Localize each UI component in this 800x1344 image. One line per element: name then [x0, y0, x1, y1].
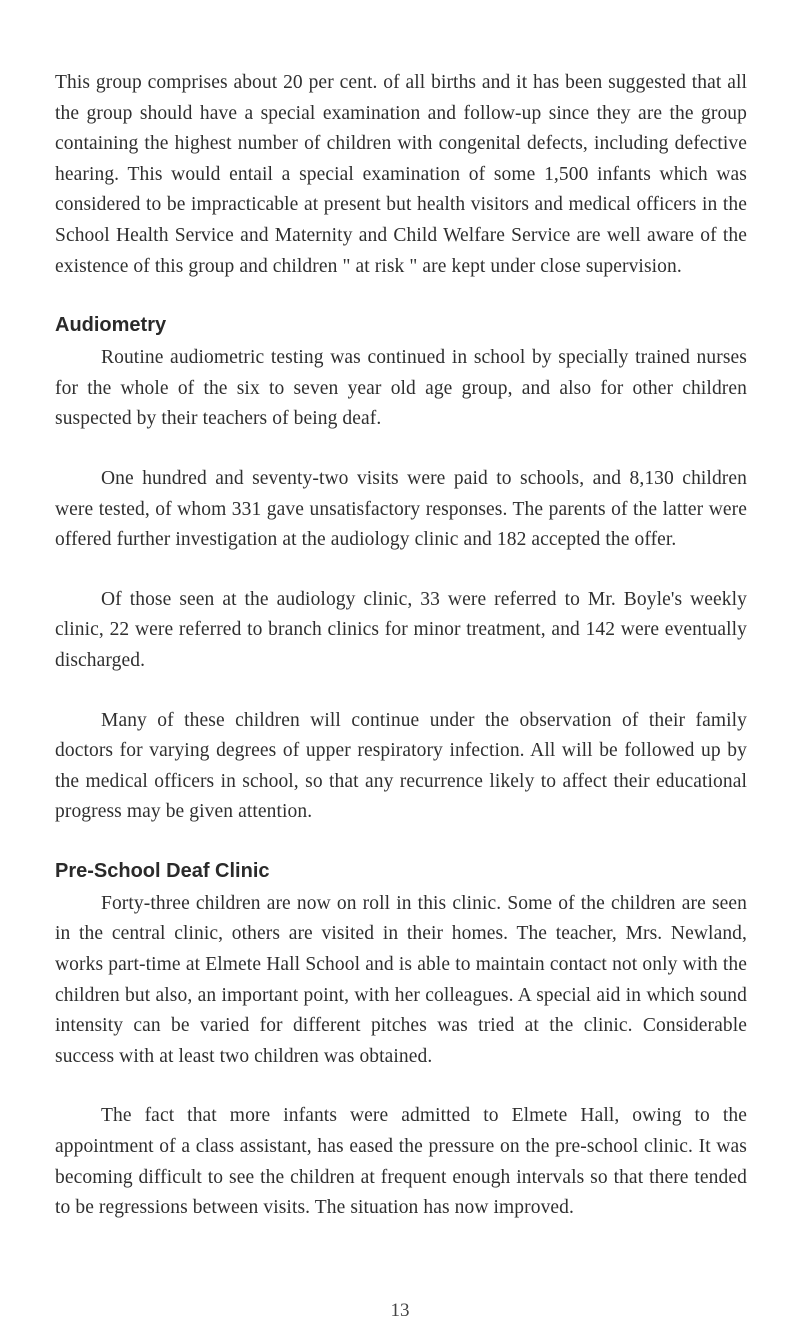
pre-school-paragraph-2: The fact that more infants were admitted to Elmete Hall, owing to the appointment of a class assistant, has eased the pressure on the pre-school clinic. It was becoming difficult to see the children at frequent enough intervals so that there tended to be regressions between visits. The situation has now improved.	[55, 1105, 747, 1219]
page-number: 13	[390, 1300, 410, 1321]
section-heading-pre-school-deaf-clinic: Pre-School Deaf Clinic	[55, 859, 270, 882]
section-heading-audiometry: Audiometry	[55, 314, 167, 337]
document-page	[55, 68, 747, 1224]
audiometry-paragraph-3: Of those seen at the audiology clinic, 33 were referred to Mr. Boyle's weekly clinic, 22 were referred to branch clinics for minor treatment, and 142 were eventually discharged.	[55, 588, 747, 671]
intro-paragraph: This group comprises about 20 per cent. of all births and it has been suggested that all the group should have a special examination and follow-up since they are the group containing the highest number of children with congenital defects, including defective hearing. This would entail a special examination of some 1,500 infants which was considered to be impracticable at present but health visitors and medical officers in the School Health Service and Maternity and Child Welfare Service are well aware of the existence of this group and children " at risk " are kept under close supervision.	[55, 72, 747, 277]
pre-school-paragraph-1: Forty-three children are now on roll in this clinic. Some of the children are seen in the central clinic, others are visited in their homes. The teacher, Mrs. Newland, works part-time at Elmete Hall School and is able to maintain contact not only with the children but also, an important point, with her colleagues. A special aid in which sound intensity can be varied for different pitches was tried at the clinic. Considerable success with at least two children was obtained.	[55, 892, 747, 1067]
audiometry-paragraph-1: Routine audiometric testing was continued in school by specially trained nurses for the whole of the six to seven year old age group, and also for other children suspected by their teachers of being deaf.	[55, 347, 747, 430]
audiometry-paragraph-4: Many of these children will continue under the observation of their family doctors for varying degrees of upper respiratory infection. All will be followed up by the medical officers in school, so that any recurrence likely to affect their educational progress may be given attention.	[55, 709, 747, 823]
audiometry-paragraph-2: One hundred and seventy-two visits were paid to schools, and 8,130 children were tested, of whom 331 gave unsatisfactory responses. The parents of the latter were offered further investigation at the audiology clinic and 182 accepted the offer.	[55, 467, 747, 551]
